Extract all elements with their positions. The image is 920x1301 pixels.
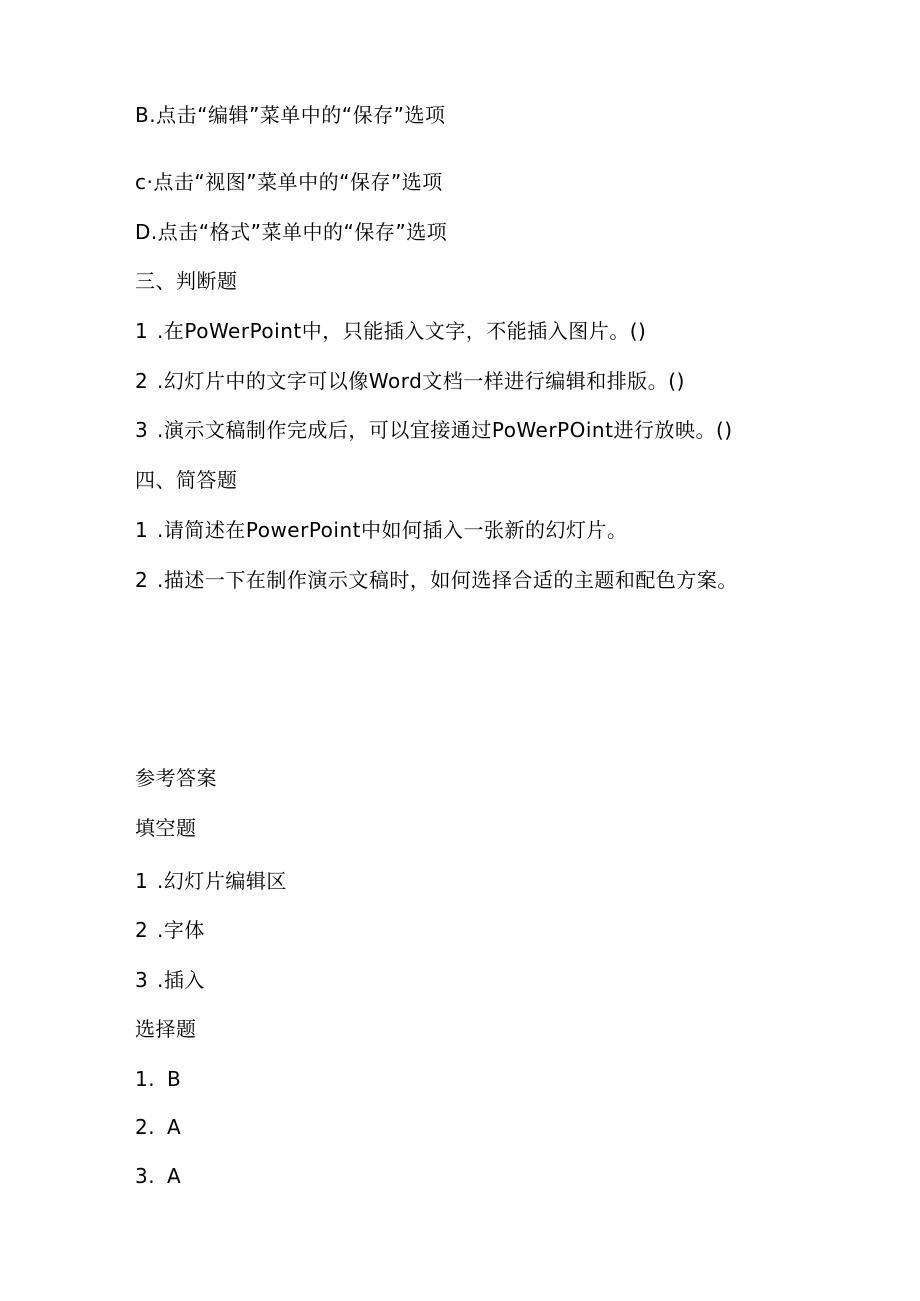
item-number: 3 [135,968,149,992]
choice-answer [135,1162,181,1190]
item-number: 2 [135,568,149,592]
fill-answer [135,966,205,994]
fill-answer [135,867,287,895]
item-number: 2 [135,918,149,942]
item-text: B [167,1067,182,1091]
judgment-item [135,416,733,444]
choice-heading: 选择题 [135,1017,197,1041]
judgment-item [135,367,685,395]
item-text: .插入 [157,968,205,992]
item-text: .字体 [157,918,205,942]
item-text: .幻灯片中的文字可以像Word文档一样进行编辑和排版。() [157,369,685,393]
short-answer-item [135,566,738,594]
choice-answer [135,1065,181,1093]
item-number: 3 [135,418,149,442]
item-number: 1 [135,518,149,542]
judgment-item [135,317,646,345]
short-answer-item [135,516,627,544]
item-number: 3. [135,1164,156,1188]
fill-answer [135,916,205,944]
item-text: A [167,1115,182,1139]
fill-heading: 填空题 [135,816,197,840]
item-text: .演示文稿制作完成后，可以宜接通过PoWerPOint进行放映。() [157,418,733,442]
item-text: .请简述在PowerPoint中如何插入一张新的幻灯片。 [157,518,628,542]
item-text: .在PoWerPoint中，只能插入文字，不能插入图片。() [157,319,647,343]
option-b: B.点击“编辑”菜单中的“保存”选项 [135,103,446,127]
item-text: A [167,1164,182,1188]
item-number: 2. [135,1115,156,1139]
item-number: 2 [135,369,149,393]
short-answer-heading: 四、简答题 [135,468,238,492]
item-text: .描述一下在制作演示文稿时，如何选择合适的主题和配色方案。 [157,568,738,592]
item-text: .幻灯片编辑区 [157,869,287,893]
item-number: 1 [135,319,149,343]
item-number: 1 [135,869,149,893]
answers-title: 参考答案 [135,766,217,790]
judgment-heading: 三、判断题 [135,269,238,293]
option-d: D.点击“格式”菜单中的“保存”选项 [135,220,448,244]
choice-answer [135,1113,181,1141]
item-number: 1. [135,1067,156,1091]
option-c: c·点击“视图”菜单中的“保存”选项 [135,170,443,194]
